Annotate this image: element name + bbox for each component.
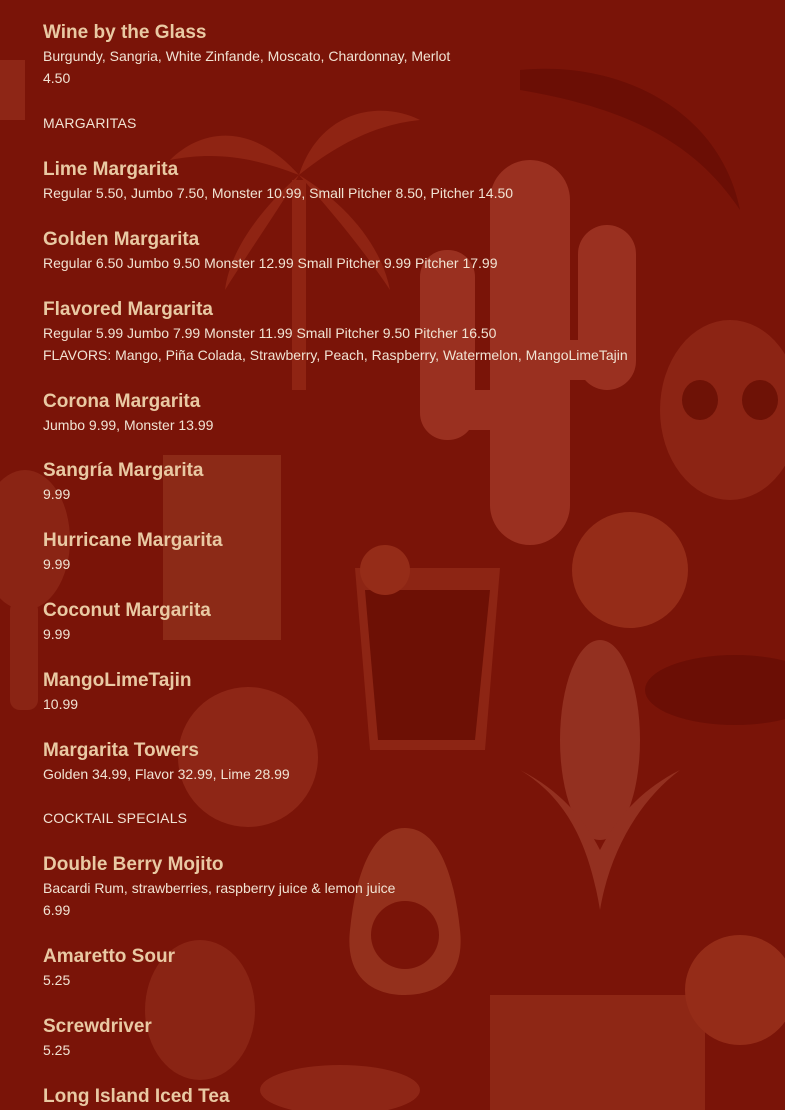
menu-item-double-berry-mojito [43,853,395,921]
item-name: Flavored Margarita [43,299,213,320]
menu-item-long-island-iced-tea [43,1085,230,1109]
section-heading-margaritas: MARGARITAS [43,115,137,131]
menu-item-coconut-margarita [43,599,211,645]
item-name: Double Berry Mojito [43,854,224,875]
item-price: Regular 5.50, Jumbo 7.50, Monster 10.99, Small Pitcher 8.50, Pitcher 14.50 [43,185,514,201]
item-name: Amaretto Sour [43,946,175,967]
menu-item-margarita-towers [43,739,290,785]
menu-item-flavored-margarita [43,298,628,366]
item-name: Long Island Iced Tea [43,1086,230,1107]
item-name: Hurricane Margarita [43,530,223,551]
item-name: Sangría Margarita [43,460,204,481]
item-price: Jumbo 9.99, Monster 13.99 [43,417,214,433]
item-description: Bacardi Rum, strawberries, raspberry juice & lemon juice [43,880,396,896]
section-heading-cocktail-specials: COCKTAIL SPECIALS [43,810,188,826]
menu-item-screwdriver [43,1015,152,1061]
menu-item-hurricane-margarita [43,529,223,575]
item-name: Golden Margarita [43,229,200,250]
item-price: 10.99 [43,696,79,712]
item-name: Coconut Margarita [43,600,211,621]
item-price: Regular 6.50 Jumbo 9.50 Monster 12.99 Small Pitcher 9.99 Pitcher 17.99 [43,255,498,271]
item-price: 4.50 [43,70,71,86]
item-name: Corona Margarita [43,391,201,412]
menu-item-sangria-margarita [43,459,204,505]
item-name: Wine by the Glass [43,22,207,43]
item-price: 9.99 [43,486,71,502]
item-price: 6.99 [43,902,71,918]
item-name: Screwdriver [43,1016,152,1037]
item-name: Lime Margarita [43,159,179,180]
item-price: 5.25 [43,1042,71,1058]
item-price: 9.99 [43,556,71,572]
item-price: 5.25 [43,972,71,988]
item-name: MangoLimeTajin [43,670,192,691]
item-price: Golden 34.99, Flavor 32.99, Lime 28.99 [43,766,290,782]
item-name: Margarita Towers [43,740,199,761]
menu-item-corona-margarita [43,390,213,436]
item-price: 9.99 [43,626,71,642]
menu-item-amaretto-sour [43,945,175,991]
menu-item-mangolimetajin [43,669,191,715]
menu-item-wine [43,21,450,89]
item-price: Regular 5.99 Jumbo 7.99 Monster 11.99 Small Pitcher 9.50 Pitcher 16.50 [43,325,497,341]
menu-item-lime-margarita [43,158,513,204]
menu-item-golden-margarita [43,228,497,274]
item-description: Burgundy, Sangria, White Zinfande, Moscato, Chardonnay, Merlot [43,48,451,64]
item-flavors: FLAVORS: Mango, Piña Colada, Strawberry, Peach, Raspberry, Watermelon, MangoLimeTajin [43,347,628,363]
